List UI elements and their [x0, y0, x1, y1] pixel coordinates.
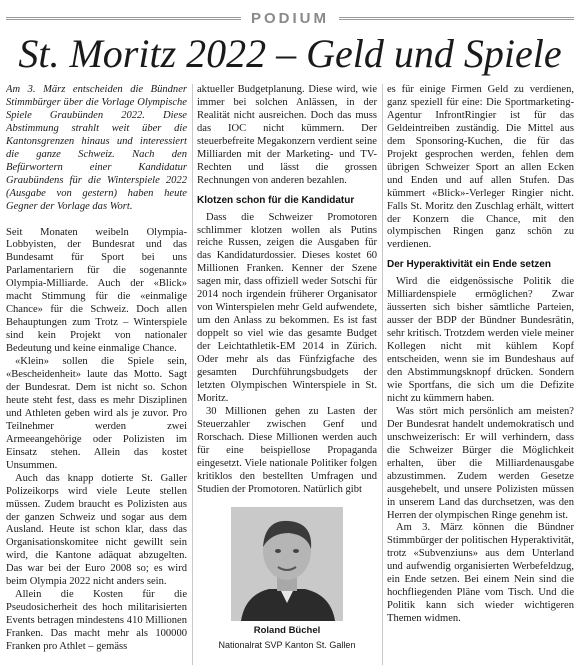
- body-paragraph: Allein die Kosten für die Pseudosicherheit des hoch militarisierten Events betragen mindestens 410 Millionen Franken. Das macht mehr als 100000 Franken pro Athlet – gemäss: [6, 589, 187, 653]
- column-3: [387, 84, 574, 667]
- body-paragraph: Auch das knapp dotierte St. Galler Polizeikorps wird viele Leute stellen müssen. Zudem braucht es Polizisten aus der ganzen Schweiz und sogar aus dem Ausland. Heute ist schon klar, dass das Organisationskomitee nicht gewillt sein wird, die Kantone adäquat abzugelten. Das war bei der Euro 2008 so; es wird beim Olympia 2022 nicht anders sein.: [6, 472, 187, 588]
- caption-role: Nationalrat SVP Kanton St. Gallen: [218, 639, 356, 650]
- headline: St. Moritz 2022 – Geld und Spiele: [18, 31, 562, 76]
- column-2: [197, 84, 377, 667]
- body-paragraph: Am 3. März können die Bündner Stimmbürger der politischen Hyperaktivität, trotz «Subvenziuns» aus dem Unterland und aufwendig organisierten Werbefeldzug, ein Ende setzen. Bei einem Nein sind die hochfliegenden Pläne vom Tisch. Und die Politik kann sich wieder wichtigeren Themen widmen.: [387, 522, 574, 625]
- column-divider: [192, 84, 193, 665]
- section-kicker: [0, 4, 580, 32]
- body-paragraph: Was stört mich persönlich am meisten? Der Bundesrat handelt undemokratisch und unschweizerisch: Er will verhindern, dass die Schweizer Bürger die Möglichkeit erhalten, über die Milliardenausgabe abzustimmen. Zudem werden Gesetze ausgehebelt, und unsere Polizisten müssen in unserem Land das durchsetzen, was den Herren der olympischen Ringe genehm ist.: [387, 405, 574, 521]
- author-photo-block: [197, 507, 377, 652]
- lead-paragraph: Am 3. März entscheiden die Bündner Stimmbürger über die Vorlage Olympische Spiele Graubünden 2022. Diese Abstimmung strahlt weit über die Kantonsgrenzen hinaus und interessiert die ganze Schweiz. Nach den Befürwortern einer Kandidatur Graubündens für die Winterspiele 2022 (Ausgabe von gestern) haben heute Gegner der Vorlage das Wort.: [6, 84, 187, 212]
- kicker-label: PODIUM: [241, 10, 339, 27]
- portrait-image: [231, 507, 343, 621]
- subheading: Klotzen schon für die Kandidatur: [197, 194, 355, 206]
- body-paragraph: Wird die eidgenössische Politik die Milliardenspiele ermöglichen? Zwar äusserten sich bisher sämtliche Parteien, ausser der BDP der Bündner Bundesrätin, sehr kritisch. Trotzdem werden viele meiner Kollegen nicht mit kühlem Kopf entscheiden, wenn sie im Bundeshaus auf den Abstimmungsknopf drücken. Sondern wie Sportfans, die sich um die Defizite nicht zu kümmern haben.: [387, 276, 574, 404]
- body-paragraph: 30 Millionen gehen zu Lasten der Steuerzahler zwischen Genf und Rorschach. Diese Millionen werden auch für eine beispiellose Propaganda eingesetzt. Viele nationale Politiker folgen kritiklos den bestellten Umfragen und Studien der Promotoren. Natürlich gibt: [197, 405, 377, 495]
- column-1: [6, 84, 187, 667]
- body-paragraph: aktueller Budgetplanung. Diese wird, wie immer bei solchen Anlässen, in der Realität nicht ausreichen. Doch das muss das IOC nicht kümmern. Der steuerbefreite Megakonzern verdient seine Milliarden mit der Marketing- und TV-Rechten und lässt die grossen Rechnungen von anderen bezahlen.: [197, 84, 377, 186]
- author-portrait: [231, 507, 343, 621]
- column-divider: [382, 84, 383, 665]
- caption-name: Roland Büchel: [253, 624, 321, 636]
- body-paragraph: es für einige Firmen Geld zu verdienen, ganz speziell für eine: Die Sportmarketing-Agentur InfrontRingier ist für das Geldeintreiben zuständig. Die Mittel aus dem Sponsoring-Kuchen, die für das Projekt gesprochen werden, fehlen dem übrigen Schweizer Sport an allen Ecken und Enden und auf allen Stufen. Das kümmert «Blick»-Verleger Ringier nicht. Falls St. Moritz den Zuschlag erhält, wittert der Konzern die Chance, mit den olympischen Ringen ganz schön zu verdienen.: [387, 84, 574, 251]
- body-paragraph: «Klein» sollen die Spiele sein, «Bescheidenheit» laute das Motto. Sagt der Bundesrat. Dem ist nicht so. Schon heute steht fest, dass es mehr Disziplinen und Athleten geben wird als je zuvor. Pro Teilnehmer werden zwei Armeeangehörige oder Polizisten im Einsatz stehen. Allein das kostet Unsummen.: [6, 356, 187, 471]
- body-paragraph: Dass die Schweizer Promotoren schlimmer klotzen wollen als Putins reiche Russen, zeigen die Ausgaben für das Kandidaturdossier. Dieses kostet 60 Millionen Franken. Kenner der Szene sagen mir, dass offiziell weder Sotschi für 2014 noch irgendein früherer Organisator von Winterspielen mehr Geld aufwendete, um den Anlass zu bekommen. Es ist fast doppelt so viel wie das gesamte Budget der Leichtathletik-EM 2014 in Zürich. Oder mehr als das Fünfzigfache des gesamten Durchführungsbudgets der letzten Olympischen Winterspiele in St. Moritz.: [197, 211, 377, 404]
- subheading: Der Hyperaktivität ein Ende setzen: [387, 259, 551, 271]
- body-paragraph: Seit Monaten weibeln Olympia-Lobbyisten, der Bundesrat und das Bundesamt für Sport bei uns Parlamentariern für die sogenannte Olympia-Milliarde. Auch der «Blick» macht Stimmung für die «einmalige Chance» für die Schweiz. Doch allen Behauptungen zum Trotz – Winterspiele sind kein Projekt von nationaler Bedeutung und keine einmalige Chance.: [6, 226, 187, 355]
